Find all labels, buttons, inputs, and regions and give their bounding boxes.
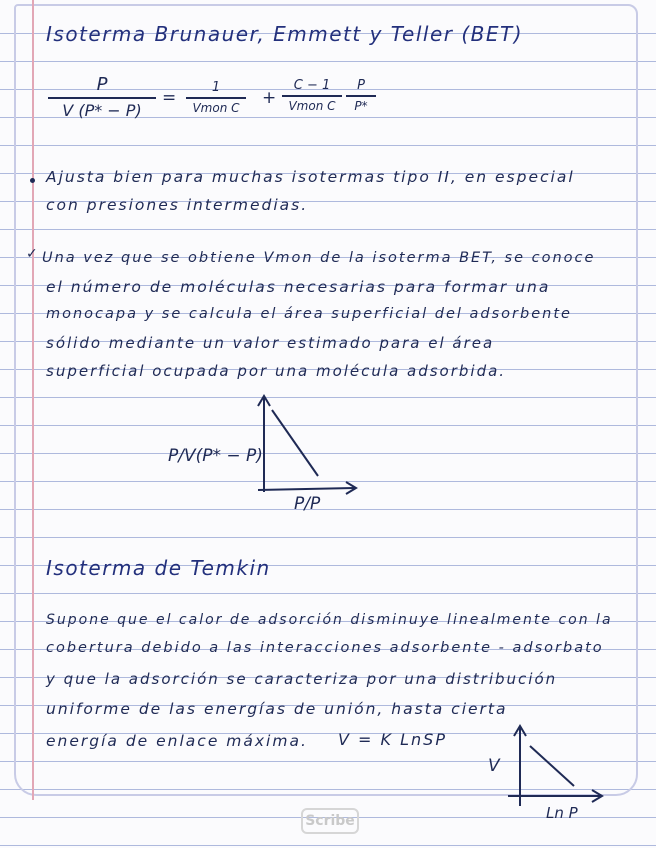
bullet1-line1: Ajusta bien para muchas isotermas tipo II, en especial: [46, 168, 575, 186]
equation-term3-numerator: P: [357, 78, 365, 93]
equation-plus: +: [262, 88, 278, 108]
equation-term2-denominator: Vmon C: [288, 98, 336, 113]
scribe-watermark: Scribe: [301, 808, 359, 834]
equation-equals: =: [162, 88, 178, 108]
paragraph-line-2: el número de moléculas necesarias para formar una: [46, 278, 551, 296]
equation-term1-denominator: Vmon C: [192, 100, 240, 115]
bet-plot-ylabel: P/V(P* − P): [168, 446, 263, 466]
equation-term1: [186, 80, 246, 115]
temkin-plot-ylabel: V: [488, 756, 500, 776]
equation-lhs-numerator: P: [96, 74, 108, 95]
bet-plot-xlabel: P/P: [294, 494, 321, 514]
equation-term3-denominator: P*: [354, 98, 368, 113]
temkin-line-5: energía de enlace máxima.: [46, 732, 308, 750]
equation-lhs: [48, 74, 156, 120]
temkin-plot-xlabel: Ln P: [546, 804, 578, 822]
bet-heading: Isoterma Brunauer, Emmett y Teller (BET): [46, 22, 524, 46]
bet-plot-x-axis: [258, 488, 354, 490]
equation-lhs-denominator: V (P* − P): [62, 100, 142, 120]
temkin-plot: [496, 722, 608, 810]
check-mark: ✓: [26, 246, 40, 262]
paragraph-line-4: sólido mediante un valor estimado para el área: [46, 334, 495, 352]
paragraph-line-5: superficial ocupada por una molécula adsorbida.: [46, 362, 507, 380]
temkin-line-4: uniforme de las energías de unión, hasta cierta: [46, 700, 508, 718]
bullet-dot: [30, 178, 35, 183]
margin-line: [32, 0, 34, 800]
equation-term2: [282, 78, 342, 113]
paragraph-line-1: Una vez que se obtiene Vmon de la isoterma BET, se conoce: [42, 250, 596, 266]
bullet1-line2: con presiones intermedias.: [46, 196, 309, 214]
bet-plot-line: [272, 410, 318, 476]
equation-term2-numerator: C − 1: [293, 78, 331, 93]
temkin-heading: Isoterma de Temkin: [46, 556, 271, 580]
temkin-line-2: cobertura debido a las interacciones adsorbente - adsorbato: [46, 640, 604, 656]
temkin-line-1: Supone que el calor de adsorción disminuye linealmente con la: [46, 612, 613, 628]
temkin-plot-line: [530, 746, 574, 786]
temkin-formula: V = K LnSP: [338, 730, 447, 749]
paragraph-line-3: monocapa y se calcula el área superficial del adsorbente: [46, 306, 572, 322]
temkin-line-3: y que la adsorción se caracteriza por una distribución: [46, 670, 558, 688]
equation-term1-numerator: 1: [211, 80, 221, 95]
equation-term3: [346, 78, 376, 113]
